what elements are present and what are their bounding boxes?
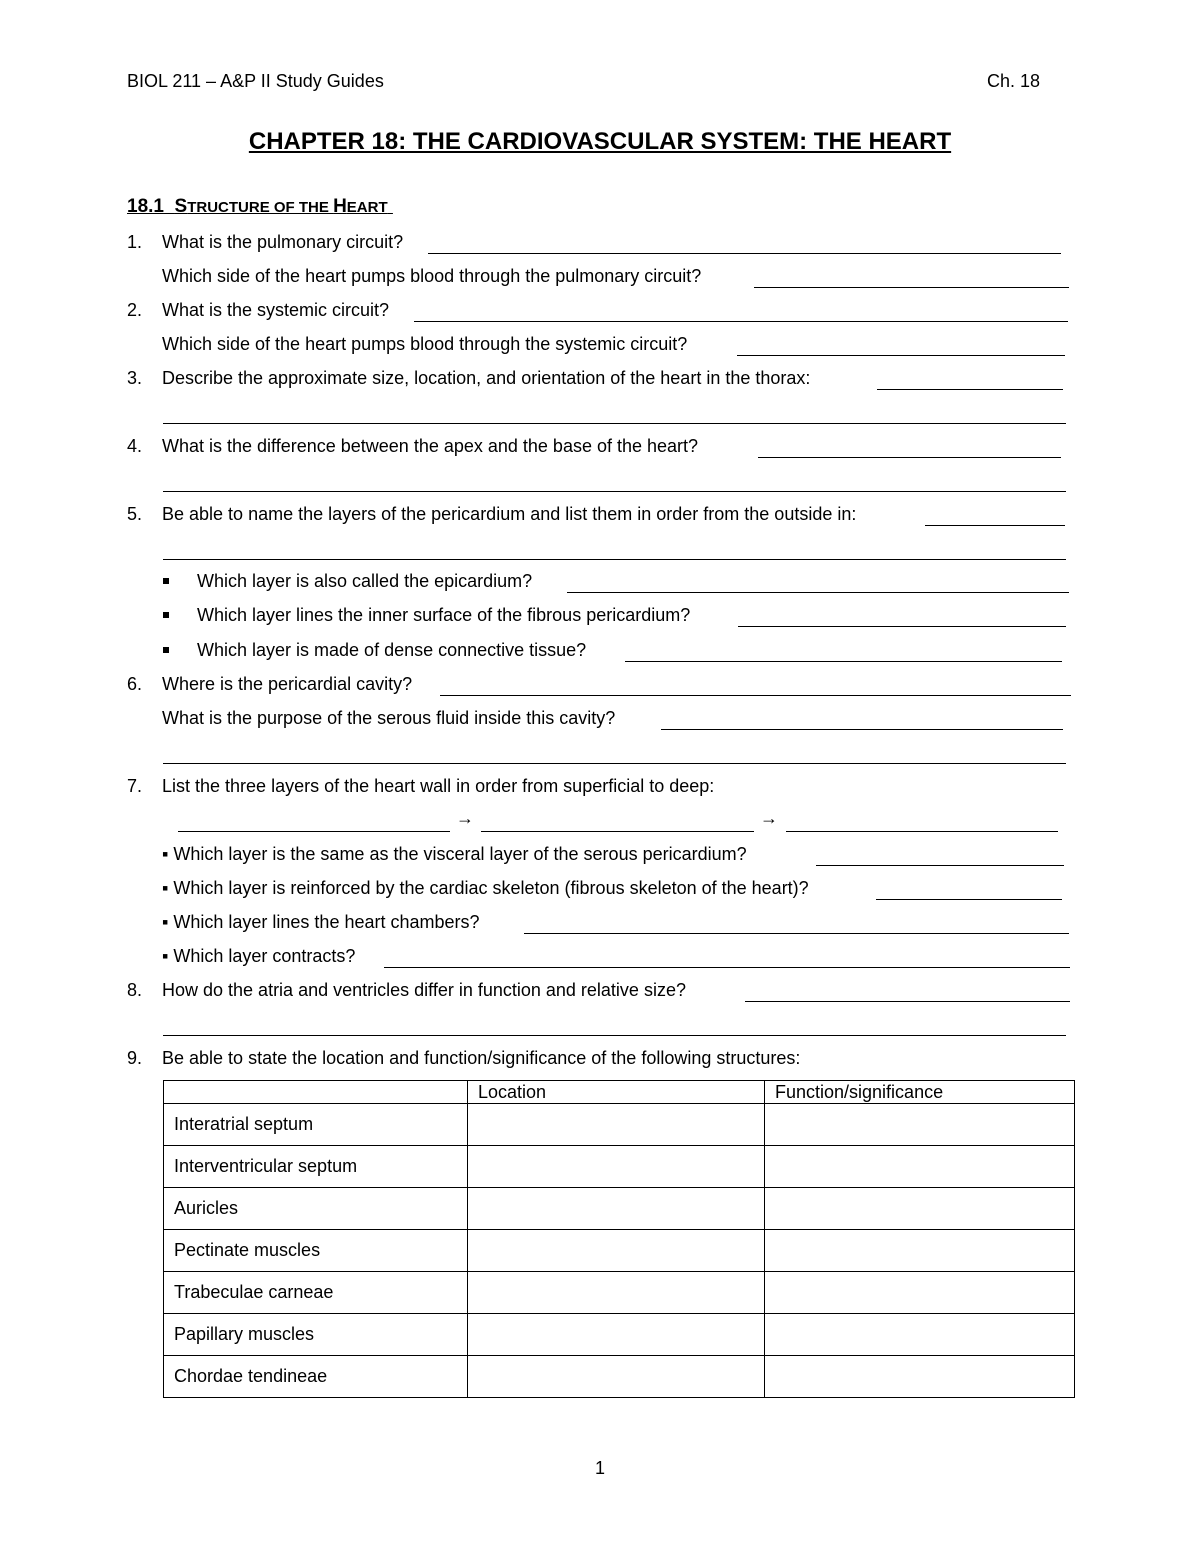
- section-title-h: H: [333, 196, 347, 217]
- answer-blank[interactable]: [163, 745, 1066, 764]
- answer-blank[interactable]: [754, 269, 1069, 288]
- structure-name: Interventricular septum: [164, 1146, 468, 1188]
- answer-blank[interactable]: [428, 235, 1061, 254]
- function-cell[interactable]: [765, 1314, 1075, 1356]
- page-number: 1: [594, 1458, 605, 1478]
- question-text: Which layer is also called the epicardium?: [197, 571, 533, 591]
- answer-blank[interactable]: [178, 813, 450, 832]
- section-title-rest: TRUCTURE OF THE: [187, 199, 334, 216]
- answer-blank[interactable]: [816, 847, 1064, 866]
- location-cell[interactable]: [468, 1314, 765, 1356]
- question-text: Which side of the heart pumps blood through the pulmonary circuit?: [162, 266, 702, 286]
- function-cell[interactable]: [765, 1356, 1075, 1398]
- section-heading: [127, 196, 393, 218]
- structure-name: Trabeculae carneae: [164, 1272, 468, 1314]
- table-row: [164, 1104, 1075, 1146]
- bullet-icon: [163, 578, 169, 584]
- structure-name: Interatrial septum: [164, 1104, 468, 1146]
- answer-blank[interactable]: [163, 405, 1066, 424]
- answer-blank[interactable]: [625, 643, 1062, 662]
- structure-name: Papillary muscles: [164, 1314, 468, 1356]
- bullet-icon: [163, 612, 169, 618]
- section-title-end: EART: [346, 199, 388, 216]
- location-cell[interactable]: [468, 1272, 765, 1314]
- question-number: 3.: [127, 368, 143, 388]
- answer-blank[interactable]: [414, 303, 1068, 322]
- question-text: Which side of the heart pumps blood through the systemic circuit?: [162, 334, 688, 354]
- header-course-title: BIOL 211 – A&P II Study Guides: [127, 71, 384, 91]
- answer-blank[interactable]: [163, 541, 1066, 560]
- location-cell[interactable]: [468, 1230, 765, 1272]
- location-cell[interactable]: [468, 1146, 765, 1188]
- answer-blank[interactable]: [567, 574, 1069, 593]
- question-number: 4.: [127, 436, 143, 456]
- answer-blank[interactable]: [877, 371, 1063, 390]
- table-header-blank: [164, 1081, 468, 1104]
- function-cell[interactable]: [765, 1188, 1075, 1230]
- table-row: [164, 1230, 1075, 1272]
- table-header-location: Location: [468, 1081, 765, 1104]
- function-cell[interactable]: [765, 1230, 1075, 1272]
- question-number: 1.: [127, 232, 143, 252]
- answer-blank[interactable]: [384, 949, 1070, 968]
- question-number: 2.: [127, 300, 143, 320]
- location-cell[interactable]: [468, 1356, 765, 1398]
- answer-blank[interactable]: [745, 983, 1070, 1002]
- bullet-icon: [163, 647, 169, 653]
- question-text: What is the purpose of the serous fluid inside this cavity?: [162, 708, 616, 728]
- table-row: [164, 1188, 1075, 1230]
- answer-blank[interactable]: [163, 1017, 1066, 1036]
- question-text: ▪ Which layer is the same as the visceral layer of the serous pericardium?: [162, 844, 747, 864]
- table-row: [164, 1356, 1075, 1398]
- answer-blank[interactable]: [737, 337, 1065, 356]
- question-number: 5.: [127, 504, 143, 524]
- answer-blank[interactable]: [524, 915, 1069, 934]
- question-text: Which layer is made of dense connective tissue?: [197, 640, 587, 660]
- answer-blank[interactable]: [738, 608, 1066, 627]
- answer-blank[interactable]: [925, 507, 1065, 526]
- question-text: How do the atria and ventricles differ in function and relative size?: [162, 980, 686, 1000]
- answer-blank[interactable]: [876, 881, 1062, 900]
- table-header-function: Function/significance: [765, 1081, 1075, 1104]
- question-text: What is the pulmonary circuit?: [162, 232, 404, 252]
- answer-blank[interactable]: [481, 813, 754, 832]
- function-cell[interactable]: [765, 1272, 1075, 1314]
- function-cell[interactable]: [765, 1146, 1075, 1188]
- question-number: 7.: [127, 776, 143, 796]
- question-text: What is the difference between the apex and the base of the heart?: [162, 436, 699, 456]
- answer-blank[interactable]: [661, 711, 1063, 730]
- question-number: 9.: [127, 1048, 143, 1068]
- right-arrow-icon: →: [760, 808, 778, 828]
- question-text: Describe the approximate size, location, and orientation of the heart in the thorax:: [162, 368, 811, 388]
- question-text: Which layer lines the inner surface of the fibrous pericardium?: [197, 605, 691, 625]
- answer-blank[interactable]: [758, 439, 1061, 458]
- section-title-s: S: [174, 196, 188, 217]
- answer-blank[interactable]: [440, 677, 1071, 696]
- question-text: Be able to name the layers of the pericardium and list them in order from the outside in:: [162, 504, 857, 524]
- answer-blank[interactable]: [786, 813, 1058, 832]
- header-chapter-label: Ch. 18: [987, 71, 1041, 91]
- question-text: List the three layers of the heart wall in order from superficial to deep:: [162, 776, 715, 796]
- question-text: ▪ Which layer contracts?: [162, 946, 356, 966]
- question-number: 8.: [127, 980, 143, 1000]
- table-row: [164, 1314, 1075, 1356]
- function-cell[interactable]: [765, 1104, 1075, 1146]
- answer-blank[interactable]: [163, 473, 1066, 492]
- question-number: 6.: [127, 674, 143, 694]
- table-row: [164, 1272, 1075, 1314]
- structure-name: Auricles: [164, 1188, 468, 1230]
- table-row: [164, 1146, 1075, 1188]
- question-text: Be able to state the location and function/significance of the following structures:: [162, 1048, 801, 1068]
- question-text: ▪ Which layer lines the heart chambers?: [162, 912, 480, 932]
- location-cell[interactable]: [468, 1188, 765, 1230]
- table-header-row: [164, 1081, 1075, 1104]
- structures-table: [163, 1080, 1075, 1398]
- structure-name: Chordae tendineae: [164, 1356, 468, 1398]
- location-cell[interactable]: [468, 1104, 765, 1146]
- right-arrow-icon: →: [456, 808, 474, 828]
- section-number: 18.1: [127, 196, 164, 217]
- question-text: Where is the pericardial cavity?: [162, 674, 413, 694]
- question-text: What is the systemic circuit?: [162, 300, 390, 320]
- page-title: CHAPTER 18: THE CARDIOVASCULAR SYSTEM: THE HEART: [248, 128, 952, 155]
- structure-name: Pectinate muscles: [164, 1230, 468, 1272]
- question-text: ▪ Which layer is reinforced by the cardiac skeleton (fibrous skeleton of the heart)?: [162, 878, 809, 898]
